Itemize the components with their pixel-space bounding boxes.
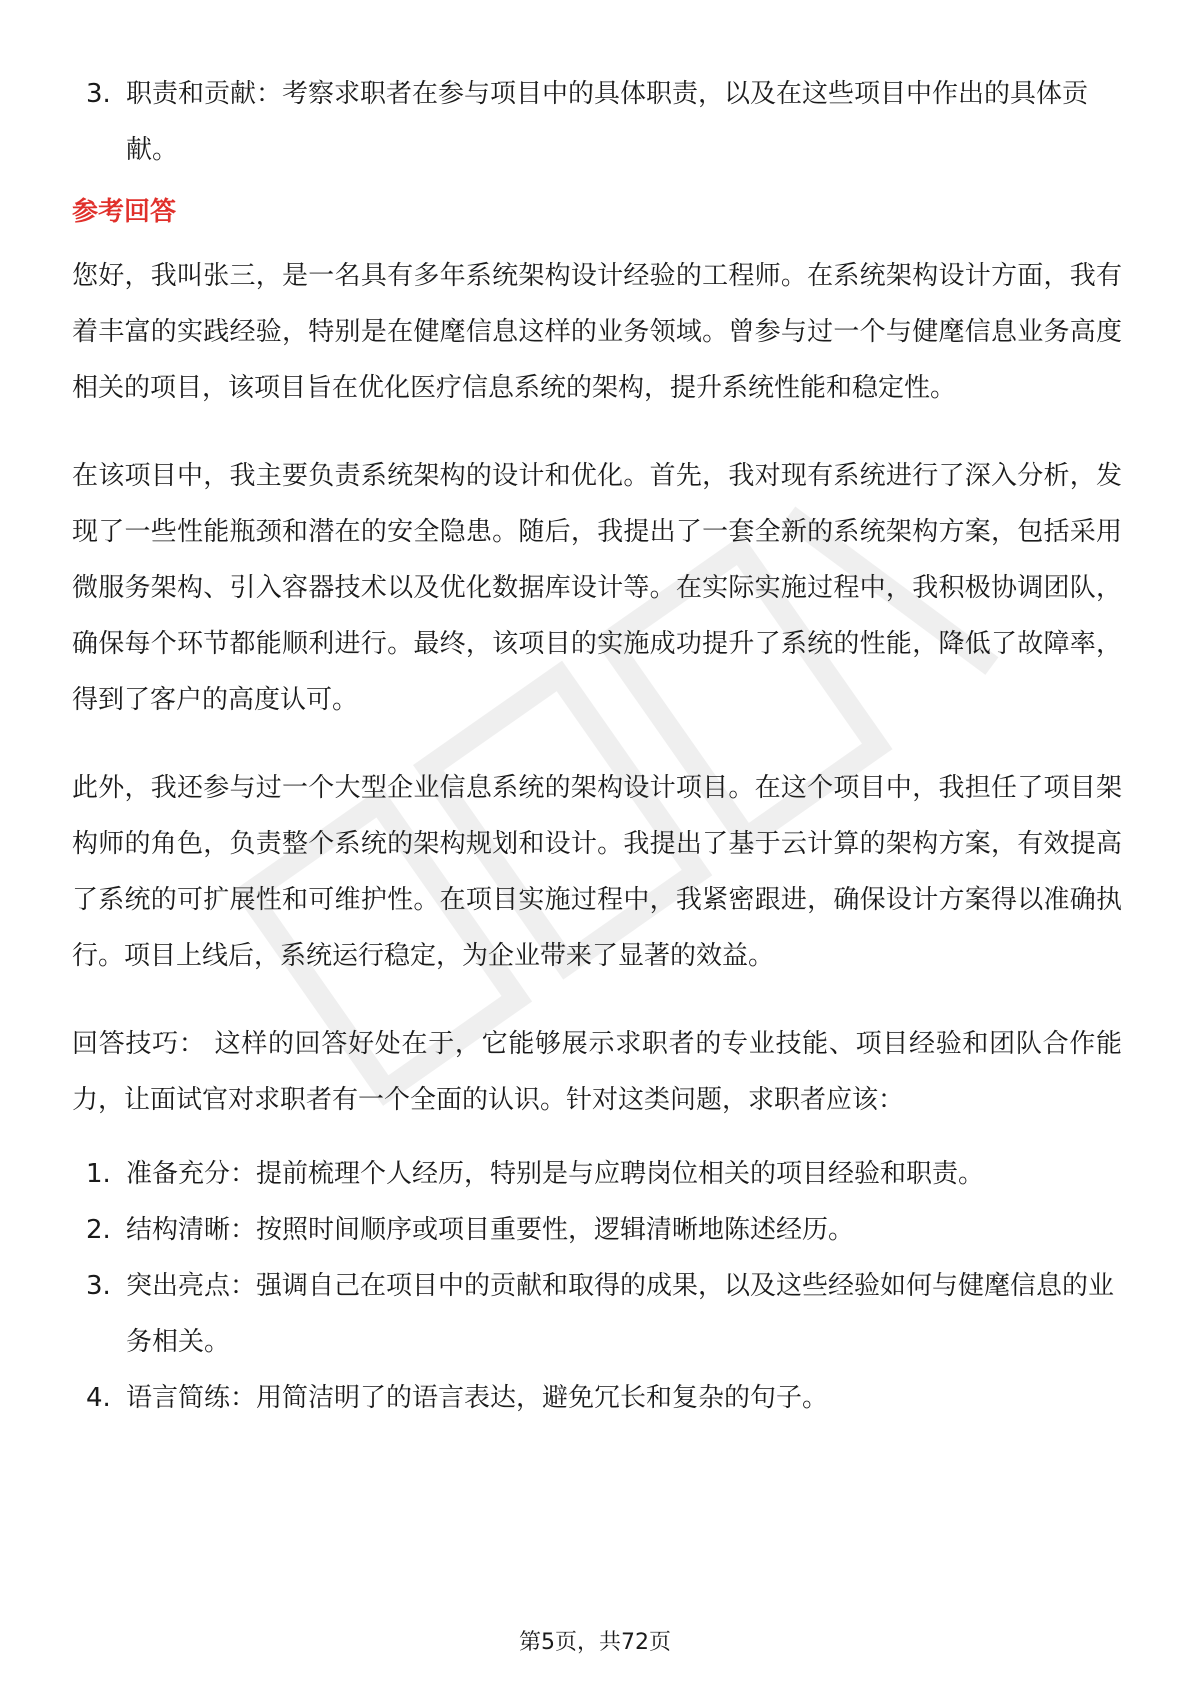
responsibilities-list [72, 66, 1122, 178]
list-text: 职责和贡献：考察求职者在参与项目中的具体职责，以及在这些项目中作出的具体贡献。 [126, 79, 1089, 165]
list-number: 2. [86, 1215, 111, 1245]
list-number: 3. [86, 79, 111, 109]
tips-list [72, 1146, 1122, 1426]
list-number: 3. [86, 1271, 111, 1301]
list-text: 突出亮点：强调自己在项目中的贡献和取得的成果，以及这些经验如何与健麾信息的业务相关。 [126, 1271, 1115, 1357]
list-number: 1. [86, 1159, 111, 1189]
list-text: 准备充分：提前梳理个人经历，特别是与应聘岗位相关的项目经验和职责。 [126, 1159, 985, 1189]
reference-answer-heading: 参考回答 [72, 197, 177, 227]
list-number: 4. [86, 1383, 111, 1413]
list-item [72, 1370, 1122, 1426]
answer-paragraph-project: 在该项目中，我主要负责系统架构的设计和优化。首先，我对现有系统进行了深入分析，发现了一些性能瓶颈和潜在的安全隐患。随后，我提出了一套全新的系统架构方案，包括采用微服务架构、引入容器技术以及优化数据库设计等。在实际实施过程中，我积极协调团队，确保每个环节都能顺利进行。最终，该项目的实施成功提升了系统的性能，降低了故障率，得到了客户的高度认可。 [72, 461, 1122, 715]
answer-tips-paragraph: 回答技巧： 这样的回答好处在于，它能够展示求职者的专业技能、项目经验和团队合作能力，让面试官对求职者有一个全面的认识。针对这类问题，求职者应该： [72, 1029, 1122, 1115]
answer-paragraph-intro: 您好，我叫张三，是一名具有多年系统架构设计经验的工程师。在系统架构设计方面，我有着丰富的实践经验，特别是在健麾信息这样的业务领域。曾参与过一个与健麾信息业务高度相关的项目，该项目旨在优化医疗信息系统的架构，提升系统性能和稳定性。 [72, 261, 1122, 403]
list-item [72, 1146, 1122, 1202]
list-text: 结构清晰：按照时间顺序或项目重要性，逻辑清晰地陈述经历。 [126, 1215, 855, 1245]
list-item [72, 1258, 1122, 1370]
list-text: 语言简练：用简洁明了的语言表达，避免冗长和复杂的句子。 [126, 1383, 829, 1413]
answer-paragraph-additional: 此外，我还参与过一个大型企业信息系统的架构设计项目。在这个项目中，我担任了项目架构师的角色，负责整个系统的架构规划和设计。我提出了基于云计算的架构方案，有效提高了系统的可扩展性和可维护性。在项目实施过程中，我紧密跟进，确保设计方案得以准确执行。项目上线后，系统运行稳定，为企业带来了显著的效益。 [72, 773, 1122, 971]
list-item [72, 1202, 1122, 1258]
list-item [72, 66, 1122, 178]
page-footer: 第5页，共72页 [519, 1630, 671, 1655]
document-content [72, 66, 1122, 1426]
